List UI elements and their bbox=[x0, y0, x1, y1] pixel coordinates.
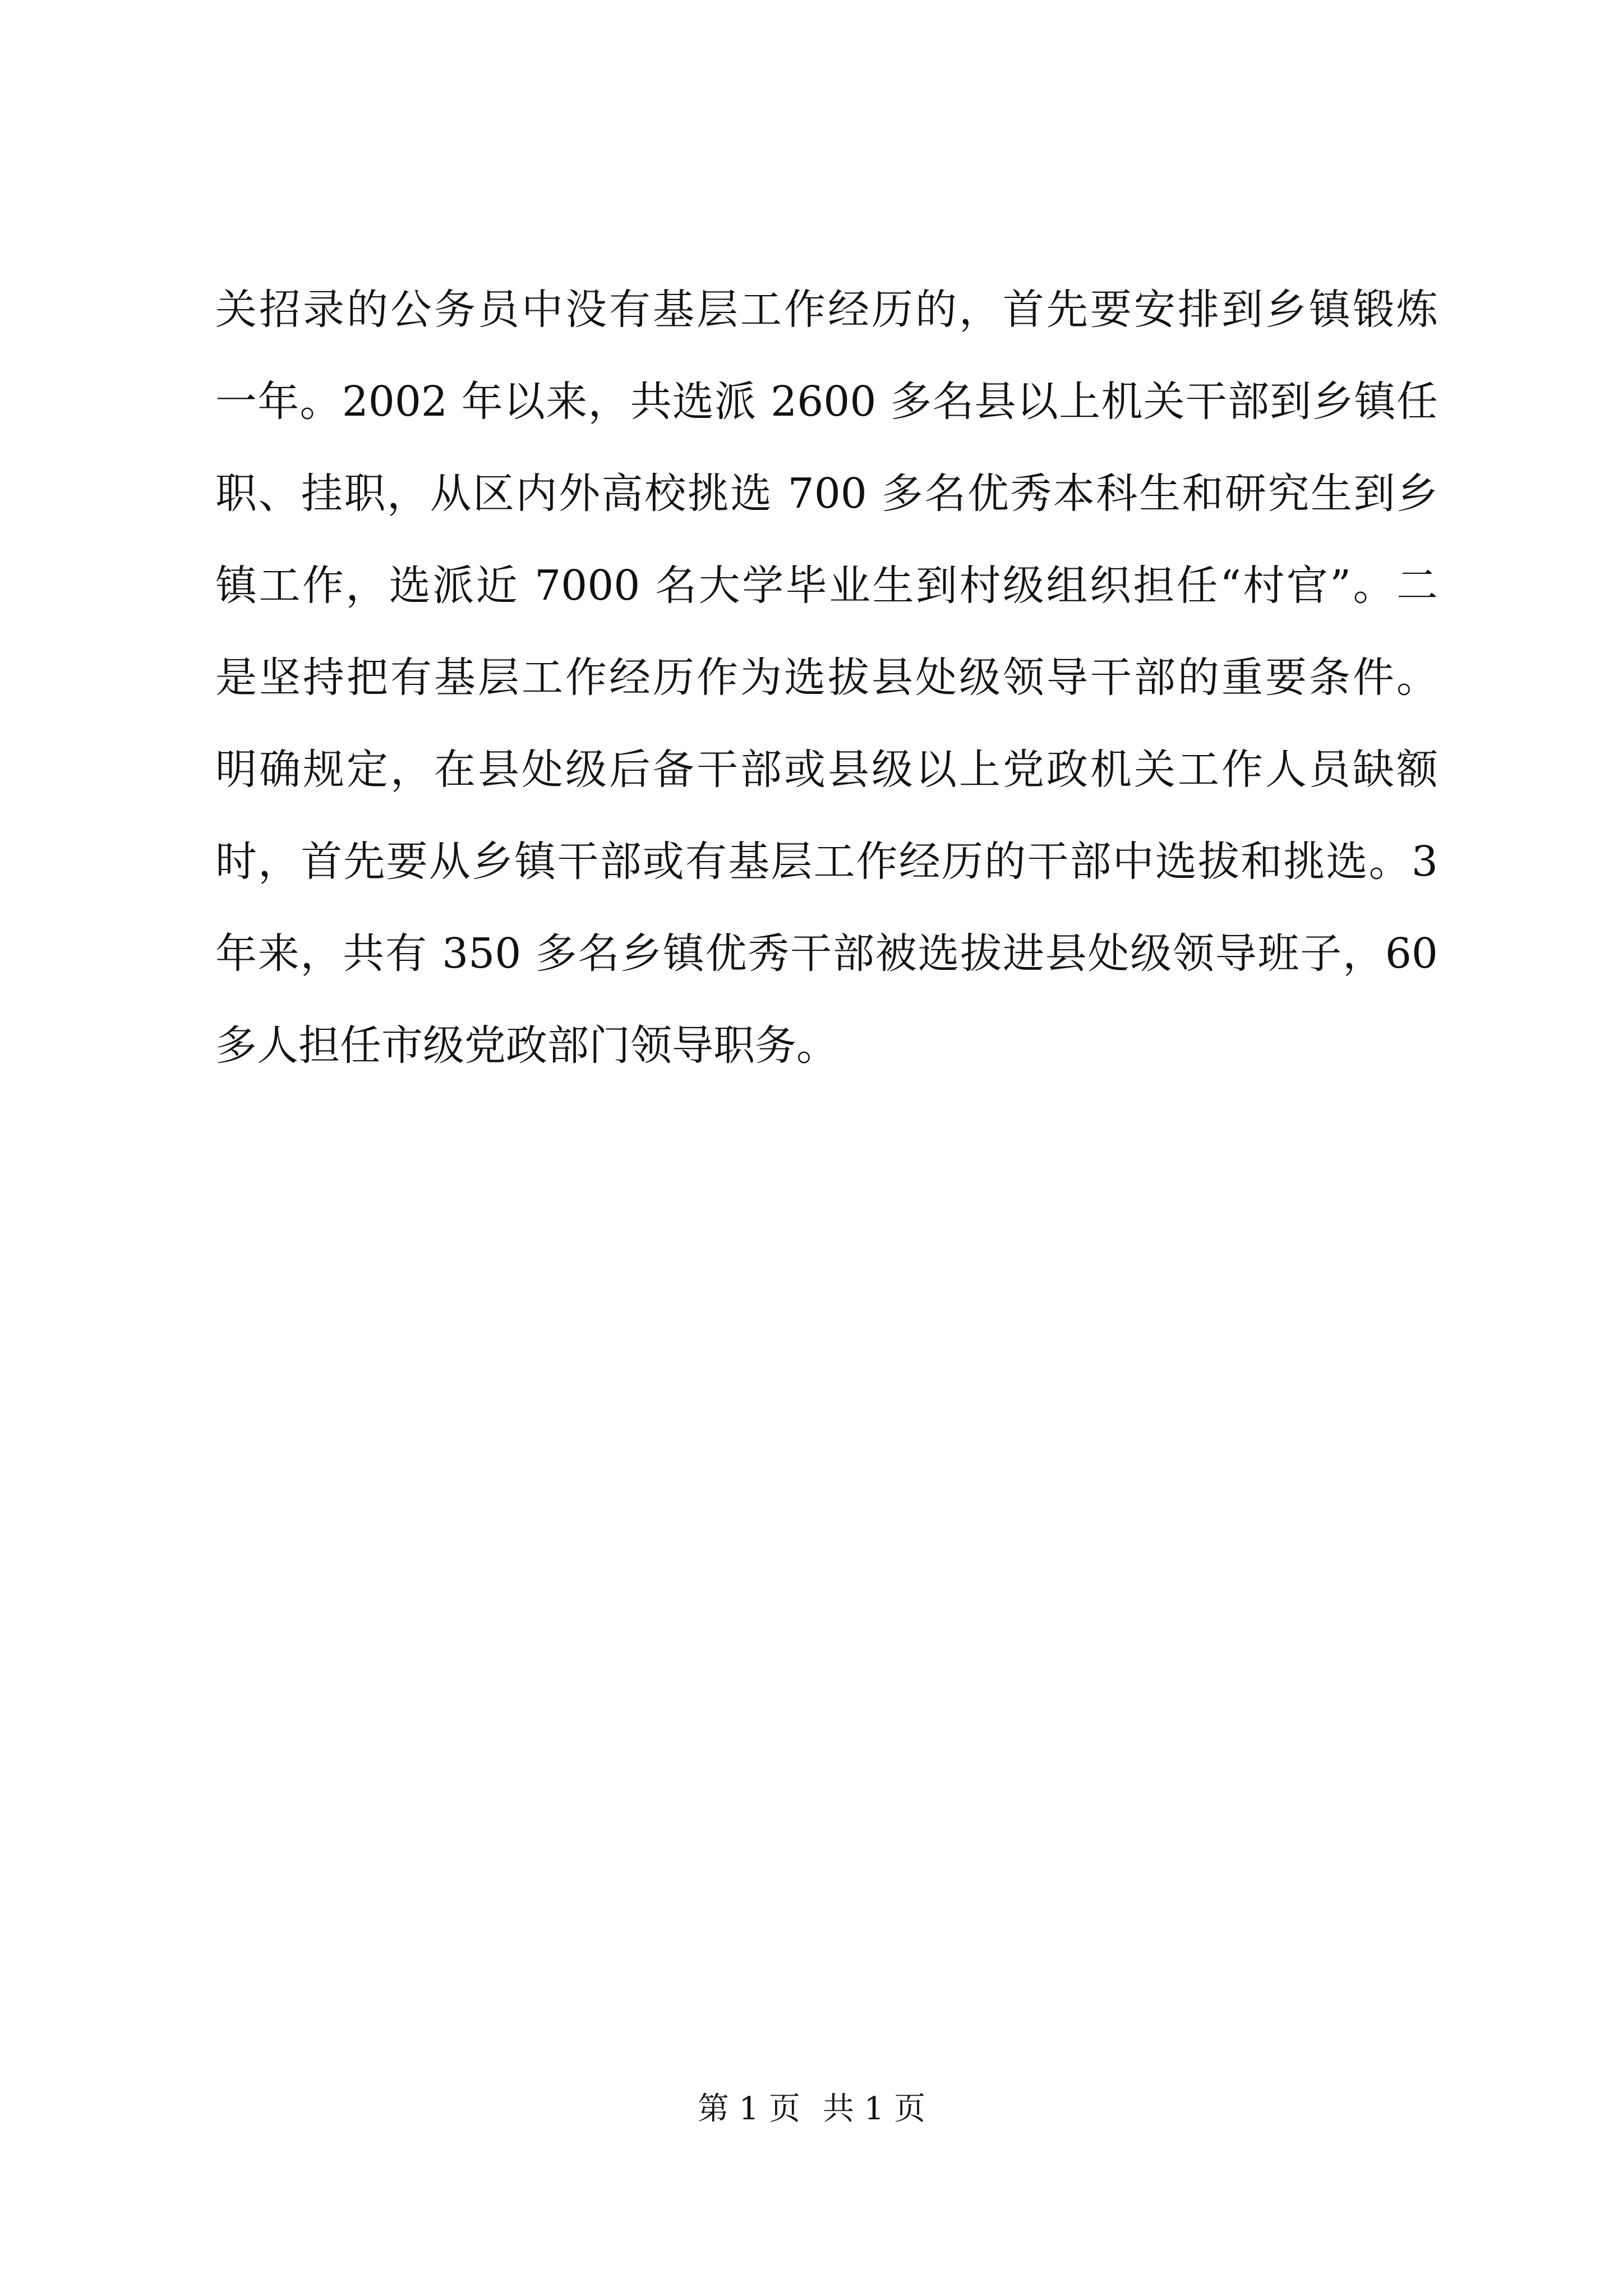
text-line-8: 年来，共有 350 多名乡镇优秀干部被选拔进县处级领导班子，60 bbox=[215, 930, 1438, 978]
page-footer bbox=[0, 2087, 1623, 2132]
text-line-2: 一年。2002 年以来，共选派 2600 多名县以上机关干部到乡镇任 bbox=[215, 378, 1438, 426]
text-line-4: 镇工作，选派近 7000 名大学毕业生到村级组织担任“村官”。二 bbox=[215, 562, 1438, 610]
page-number: 第 1 页 bbox=[697, 2091, 800, 2127]
body-paragraph bbox=[215, 264, 1438, 1092]
text-line-6: 明确规定，在县处级后备干部或县级以上党政机关工作人员缺额 bbox=[215, 746, 1438, 794]
page-total: 共 1 页 bbox=[823, 2091, 926, 2127]
text-line-9: 多人担任市级党政部门领导职务。 bbox=[215, 1022, 838, 1070]
text-line-1: 关招录的公务员中没有基层工作经历的，首先要安排到乡镇锻炼 bbox=[215, 286, 1438, 334]
text-line-3: 职、挂职，从区内外高校挑选 700 多名优秀本科生和研究生到乡 bbox=[215, 470, 1438, 518]
text-line-7: 时，首先要从乡镇干部或有基层工作经历的干部中选拔和挑选。3 bbox=[215, 838, 1438, 886]
text-line-5: 是坚持把有基层工作经历作为选拔县处级领导干部的重要条件。 bbox=[215, 654, 1438, 702]
